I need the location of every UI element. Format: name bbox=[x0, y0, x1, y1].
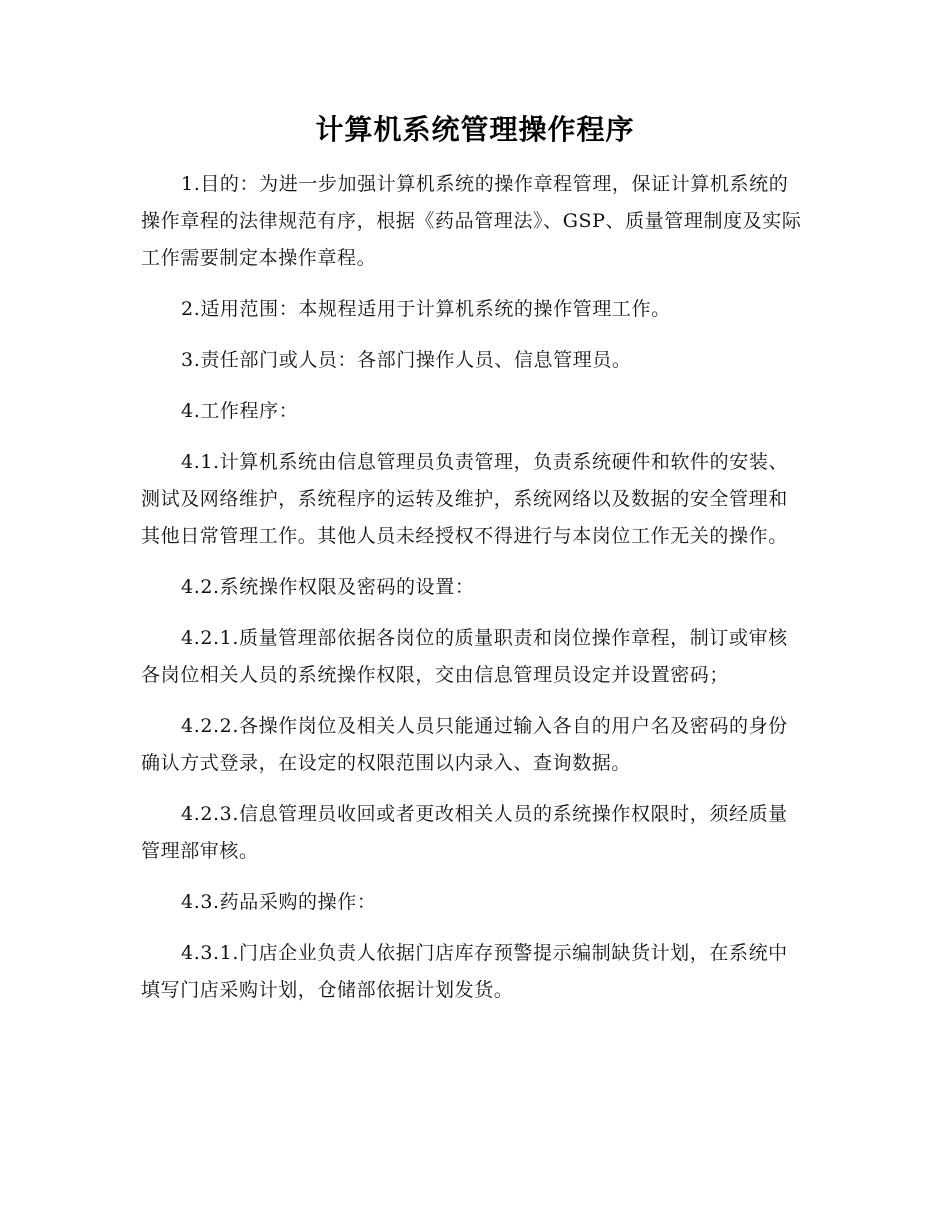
paragraph-responsibility: 3.责任部门或人员：各部门操作人员、信息管理员。 bbox=[181, 349, 632, 371]
document-title: 计算机系统管理操作程序 bbox=[315, 113, 635, 146]
paragraph-4-1: 4.1.计算机系统由信息管理员负责管理，负责系统硬件和软件的安装、测试及网络维护，系统程序的运转及维护，系统网络以及数据的安全管理和其他日常管理工作。其他人员未经授权不得进行与本岗位工作无关的操作。 bbox=[141, 451, 789, 547]
paragraph-4-2: 4.2.系统操作权限及密码的设置： bbox=[181, 576, 475, 598]
paragraph-4-2-2: 4.2.2.各操作岗位及相关人员只能通过输入各自的用户名及密码的身份确认方式登录，在设定的权限范围以内录入、查询数据。 bbox=[141, 715, 788, 774]
paragraph-4-2-1: 4.2.1.质量管理部依据各岗位的质量职责和岗位操作章程，制订或审核各岗位相关人员的系统操作权限，交由信息管理员设定并设置密码； bbox=[141, 627, 788, 686]
paragraph-4-3: 4.3.药品采购的操作： bbox=[181, 891, 377, 913]
paragraph-scope: 2.适用范围：本规程适用于计算机系统的操作管理工作。 bbox=[181, 298, 671, 320]
paragraph-purpose: 1.目的：为进一步加强计算机系统的操作章程管理，保证计算机系统的操作章程的法律规范有序，根据《药品管理法》、GSP、质量管理制度及实际工作需要制定本操作章程。 bbox=[141, 173, 802, 269]
paragraph-procedure-heading: 4.工作程序： bbox=[181, 400, 299, 422]
document-body bbox=[141, 166, 806, 1023]
paragraph-4-3-1: 4.3.1.门店企业负责人依据门店库存预警提示编制缺货计划，在系统中填写门店采购计划，仓储部依据计划发货。 bbox=[141, 942, 788, 1001]
paragraph-4-2-3: 4.2.3.信息管理员收回或者更改相关人员的系统操作权限时，须经质量管理部审核。 bbox=[141, 803, 788, 862]
